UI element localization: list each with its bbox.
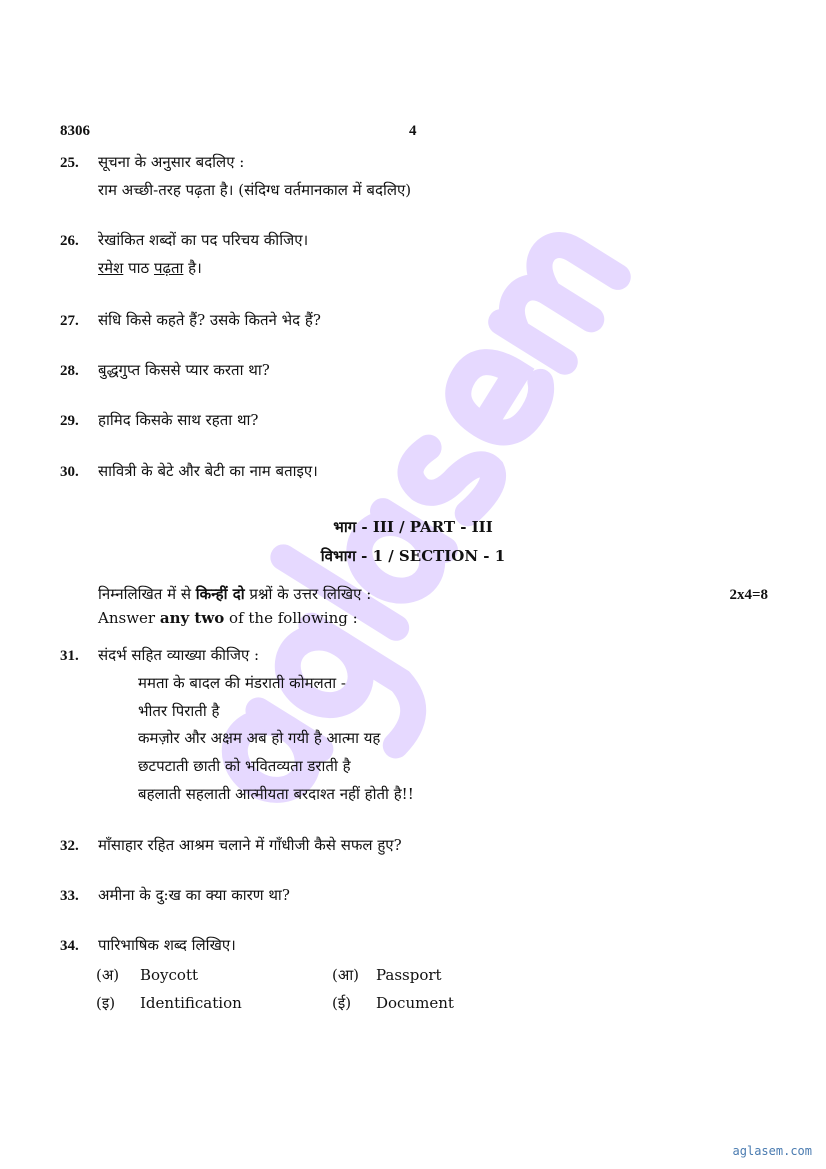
option-label: (ई)	[332, 994, 352, 1012]
question-text: पारिभाषिक शब्द लिखिए।	[98, 936, 236, 954]
question-number: 29.	[60, 413, 79, 429]
marks: 2x4=8	[729, 587, 768, 603]
underlined-word: रमेश	[98, 259, 124, 277]
poem-line: छटपटाती छाती को भवितव्यता डराती है	[138, 757, 351, 775]
option-label: (इ)	[96, 994, 116, 1012]
option-text: Passport	[376, 966, 442, 984]
question-text: संधि किसे कहते हैं? उसके कितने भेद हैं?	[98, 311, 321, 329]
question-number: 33.	[60, 888, 79, 904]
question-number: 27.	[60, 313, 79, 329]
option-label: (आ)	[332, 966, 360, 984]
question-subtext	[98, 258, 202, 278]
option-label: (अ)	[96, 966, 120, 984]
footer-link[interactable]: aglasem.com	[732, 1144, 812, 1158]
question-text: हामिद किसके साथ रहता था?	[98, 411, 259, 429]
question-text: माँसाहार रहित आश्रम चलाने में गाँधीजी कैसे सफल हुए?	[98, 836, 402, 854]
question-number: 34.	[60, 938, 79, 954]
poem-line: बहलाती सहलाती आत्मीयता बरदाश्त नहीं होती है!!	[138, 785, 414, 803]
text: निम्नलिखित में से	[98, 585, 196, 603]
text-bold: any two	[159, 609, 225, 627]
question-number: 25.	[60, 155, 79, 171]
question-text: बुद्धगुप्त किससे प्यार करता था?	[98, 361, 270, 379]
question-subtext: राम अच्छी-तरह पढ़ता है। (संदिग्ध वर्तमानकाल में बदलिए)	[98, 181, 412, 199]
question-number: 26.	[60, 233, 79, 249]
question-number: 32.	[60, 838, 79, 854]
question-text: संदर्भ सहित व्याख्या कीजिए :	[98, 646, 260, 664]
part-heading: भाग - III / PART - III	[333, 518, 493, 536]
poem-line: ममता के बादल की मंडराती कोमलता -	[138, 674, 346, 692]
question-text: अमीना के दु:ख का क्या कारण था?	[98, 886, 290, 904]
option-text: Boycott	[140, 966, 199, 984]
underlined-word: पढ़ता	[153, 259, 184, 277]
option-text: Identification	[140, 994, 242, 1012]
instruction-hindi	[98, 584, 371, 604]
poem-line: भीतर पिराती है	[138, 702, 220, 720]
paper-code: 8306	[60, 123, 90, 139]
question-text: सूचना के अनुसार बदलिए :	[98, 153, 245, 171]
question-number: 30.	[60, 464, 79, 480]
text: of the following :	[224, 609, 358, 627]
text: है।	[183, 259, 202, 277]
text: Answer	[98, 609, 160, 627]
text: प्रश्नों के उत्तर लिखिए :	[244, 585, 372, 603]
page-number: 4	[409, 123, 417, 139]
question-text: सावित्री के बेटे और बेटी का नाम बताइए।	[98, 462, 318, 480]
poem-line: कमज़ोर और अक्षम अब हो गयी है आत्मा यह	[138, 729, 381, 747]
question-text: रेखांकित शब्दों का पद परिचय कीजिए।	[98, 231, 309, 249]
text-bold: किन्हीं दो	[195, 585, 245, 603]
instruction-english	[98, 608, 358, 628]
option-text: Document	[376, 994, 454, 1012]
question-number: 28.	[60, 363, 79, 379]
section-heading: विभाग - 1 / SECTION - 1	[320, 547, 506, 565]
question-number: 31.	[60, 648, 79, 664]
text: पाठ	[123, 259, 154, 277]
